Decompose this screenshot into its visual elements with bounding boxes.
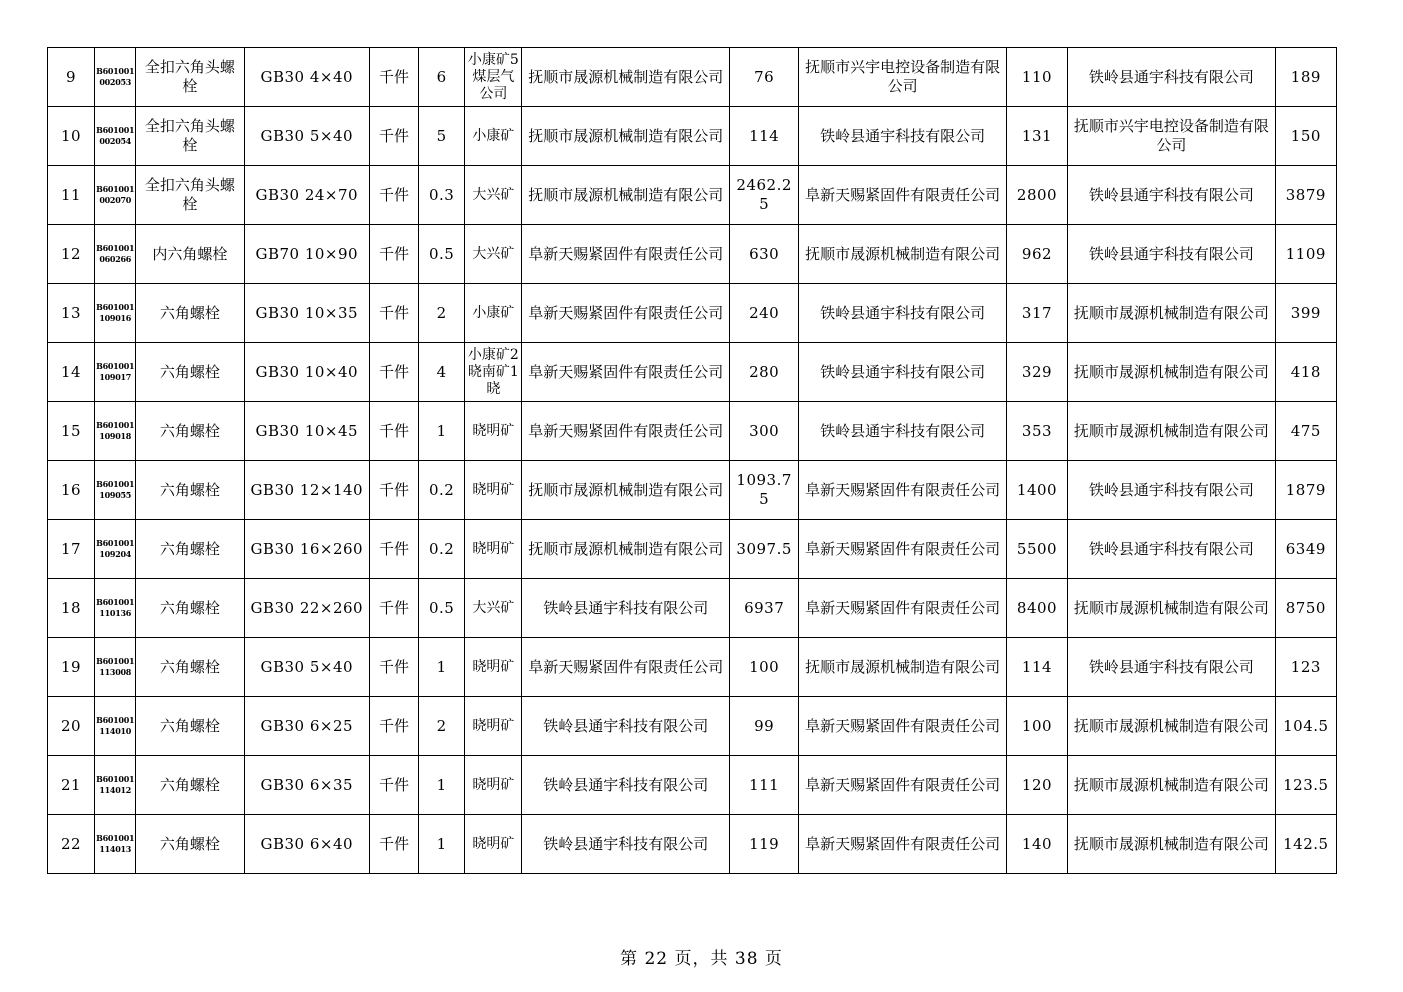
- supplier-1-cell: 阜新天赐紧固件有限责任公司: [522, 343, 730, 402]
- price-1-cell: 1093.75: [730, 461, 799, 520]
- material-name-cell: 内六角螺栓: [136, 225, 244, 284]
- table-row: [48, 520, 1337, 579]
- supplier-1-cell: 阜新天赐紧固件有限责任公司: [522, 284, 730, 343]
- material-code-cell: B601001 060266: [95, 225, 136, 284]
- supplier-3-cell: 抚顺市晟源机械制造有限公司: [1068, 343, 1276, 402]
- quantity-cell: 4: [419, 343, 465, 402]
- supplier-3-cell: 铁岭县通宇科技有限公司: [1068, 461, 1276, 520]
- unit-cell: 千件: [369, 225, 418, 284]
- unit-cell: 千件: [369, 107, 418, 166]
- supplier-1-cell: 阜新天赐紧固件有限责任公司: [522, 225, 730, 284]
- unit-cell: 千件: [369, 402, 418, 461]
- mine-cell: 大兴矿: [465, 166, 522, 225]
- supplier-2-cell: 铁岭县通宇科技有限公司: [799, 343, 1007, 402]
- material-name-cell: 六角螺栓: [136, 461, 244, 520]
- table-row: [48, 225, 1337, 284]
- supplier-1-cell: 铁岭县通宇科技有限公司: [522, 697, 730, 756]
- material-code-cell: B601001 113008: [95, 638, 136, 697]
- supplier-3-cell: 铁岭县通宇科技有限公司: [1068, 520, 1276, 579]
- price-3-cell: 189: [1275, 48, 1336, 107]
- row-number-cell: 18: [48, 579, 95, 638]
- price-1-cell: 240: [730, 284, 799, 343]
- spec-cell: GB30 10×45: [244, 402, 369, 461]
- supplier-1-cell: 铁岭县通宇科技有限公司: [522, 815, 730, 874]
- row-number-cell: 15: [48, 402, 95, 461]
- quantity-cell: 1: [419, 815, 465, 874]
- table-body: [48, 48, 1337, 874]
- price-3-cell: 123: [1275, 638, 1336, 697]
- price-3-cell: 142.5: [1275, 815, 1336, 874]
- mine-cell: 晓明矿: [465, 520, 522, 579]
- material-name-cell: 六角螺栓: [136, 520, 244, 579]
- mine-cell: 晓明矿: [465, 697, 522, 756]
- material-name-cell: 六角螺栓: [136, 697, 244, 756]
- material-code-cell: B601001 002054: [95, 107, 136, 166]
- price-3-cell: 1109: [1275, 225, 1336, 284]
- supplier-2-cell: 阜新天赐紧固件有限责任公司: [799, 461, 1007, 520]
- unit-cell: 千件: [369, 697, 418, 756]
- mine-cell: 大兴矿: [465, 579, 522, 638]
- quantity-cell: 2: [419, 697, 465, 756]
- supplier-2-cell: 抚顺市兴宇电控设备制造有限公司: [799, 48, 1007, 107]
- table-row: [48, 756, 1337, 815]
- price-1-cell: 6937: [730, 579, 799, 638]
- price-2-cell: 131: [1006, 107, 1067, 166]
- row-number-cell: 19: [48, 638, 95, 697]
- price-2-cell: 110: [1006, 48, 1067, 107]
- spec-cell: GB30 5×40: [244, 638, 369, 697]
- material-code-cell: B601001 114013: [95, 815, 136, 874]
- material-code-cell: B601001 109016: [95, 284, 136, 343]
- unit-cell: 千件: [369, 815, 418, 874]
- material-code-cell: B601001 114010: [95, 697, 136, 756]
- table-row: [48, 579, 1337, 638]
- spec-cell: GB30 6×25: [244, 697, 369, 756]
- table-row: [48, 343, 1337, 402]
- supplier-1-cell: 抚顺市晟源机械制造有限公司: [522, 461, 730, 520]
- mine-cell: 小康矿: [465, 107, 522, 166]
- supplier-3-cell: 抚顺市晟源机械制造有限公司: [1068, 815, 1276, 874]
- price-3-cell: 3879: [1275, 166, 1336, 225]
- row-number-cell: 13: [48, 284, 95, 343]
- mine-cell: 晓明矿: [465, 756, 522, 815]
- supplier-3-cell: 铁岭县通宇科技有限公司: [1068, 225, 1276, 284]
- quantity-cell: 6: [419, 48, 465, 107]
- price-3-cell: 104.5: [1275, 697, 1336, 756]
- price-2-cell: 353: [1006, 402, 1067, 461]
- price-3-cell: 399: [1275, 284, 1336, 343]
- price-3-cell: 6349: [1275, 520, 1336, 579]
- price-1-cell: 114: [730, 107, 799, 166]
- supplier-3-cell: 铁岭县通宇科技有限公司: [1068, 638, 1276, 697]
- spec-cell: GB30 6×35: [244, 756, 369, 815]
- spec-cell: GB30 10×35: [244, 284, 369, 343]
- material-code-cell: B601001 109017: [95, 343, 136, 402]
- quantity-cell: 2: [419, 284, 465, 343]
- unit-cell: 千件: [369, 48, 418, 107]
- supplier-3-cell: 铁岭县通宇科技有限公司: [1068, 48, 1276, 107]
- mine-cell: 晓明矿: [465, 461, 522, 520]
- unit-cell: 千件: [369, 638, 418, 697]
- price-2-cell: 120: [1006, 756, 1067, 815]
- quantity-cell: 0.3: [419, 166, 465, 225]
- supplier-2-cell: 铁岭县通宇科技有限公司: [799, 107, 1007, 166]
- price-1-cell: 3097.5: [730, 520, 799, 579]
- price-2-cell: 8400: [1006, 579, 1067, 638]
- material-code-cell: B601001 109204: [95, 520, 136, 579]
- mine-cell: 大兴矿: [465, 225, 522, 284]
- supplier-3-cell: 抚顺市晟源机械制造有限公司: [1068, 402, 1276, 461]
- material-name-cell: 全扣六角头螺栓: [136, 48, 244, 107]
- supplier-2-cell: 阜新天赐紧固件有限责任公司: [799, 166, 1007, 225]
- row-number-cell: 20: [48, 697, 95, 756]
- supplier-1-cell: 抚顺市晟源机械制造有限公司: [522, 166, 730, 225]
- spec-cell: GB30 4×40: [244, 48, 369, 107]
- price-3-cell: 123.5: [1275, 756, 1336, 815]
- unit-cell: 千件: [369, 579, 418, 638]
- supplier-2-cell: 阜新天赐紧固件有限责任公司: [799, 579, 1007, 638]
- supplier-2-cell: 阜新天赐紧固件有限责任公司: [799, 697, 1007, 756]
- quantity-cell: 0.2: [419, 461, 465, 520]
- supplier-2-cell: 阜新天赐紧固件有限责任公司: [799, 815, 1007, 874]
- material-name-cell: 全扣六角头螺栓: [136, 166, 244, 225]
- material-name-cell: 全扣六角头螺栓: [136, 107, 244, 166]
- material-name-cell: 六角螺栓: [136, 343, 244, 402]
- supplier-2-cell: 铁岭县通宇科技有限公司: [799, 284, 1007, 343]
- price-2-cell: 962: [1006, 225, 1067, 284]
- supplier-3-cell: 抚顺市晟源机械制造有限公司: [1068, 579, 1276, 638]
- price-3-cell: 1879: [1275, 461, 1336, 520]
- material-code-cell: B601001 110136: [95, 579, 136, 638]
- material-name-cell: 六角螺栓: [136, 756, 244, 815]
- supplier-3-cell: 抚顺市晟源机械制造有限公司: [1068, 284, 1276, 343]
- table-row: [48, 166, 1337, 225]
- supplier-2-cell: 抚顺市晟源机械制造有限公司: [799, 225, 1007, 284]
- supplier-1-cell: 铁岭县通宇科技有限公司: [522, 756, 730, 815]
- price-1-cell: 111: [730, 756, 799, 815]
- spec-cell: GB30 24×70: [244, 166, 369, 225]
- material-code-cell: B601001 002053: [95, 48, 136, 107]
- mine-cell: 小康矿2晓南矿1晓: [465, 343, 522, 402]
- quantity-cell: 0.5: [419, 579, 465, 638]
- supplier-3-cell: 抚顺市晟源机械制造有限公司: [1068, 697, 1276, 756]
- spec-cell: GB30 6×40: [244, 815, 369, 874]
- supplier-1-cell: 抚顺市晟源机械制造有限公司: [522, 48, 730, 107]
- quantity-cell: 1: [419, 756, 465, 815]
- price-1-cell: 2462.25: [730, 166, 799, 225]
- quantity-cell: 1: [419, 402, 465, 461]
- mine-cell: 晓明矿: [465, 638, 522, 697]
- price-2-cell: 114: [1006, 638, 1067, 697]
- row-number-cell: 21: [48, 756, 95, 815]
- price-1-cell: 280: [730, 343, 799, 402]
- row-number-cell: 9: [48, 48, 95, 107]
- price-1-cell: 76: [730, 48, 799, 107]
- unit-cell: 千件: [369, 756, 418, 815]
- row-number-cell: 11: [48, 166, 95, 225]
- supplier-1-cell: 抚顺市晟源机械制造有限公司: [522, 520, 730, 579]
- unit-cell: 千件: [369, 520, 418, 579]
- mine-cell: 小康矿5煤层气公司: [465, 48, 522, 107]
- mine-cell: 晓明矿: [465, 815, 522, 874]
- spec-cell: GB30 22×260: [244, 579, 369, 638]
- price-3-cell: 475: [1275, 402, 1336, 461]
- mine-cell: 小康矿: [465, 284, 522, 343]
- row-number-cell: 17: [48, 520, 95, 579]
- table-row: [48, 284, 1337, 343]
- price-comparison-table: [47, 47, 1337, 874]
- supplier-2-cell: 铁岭县通宇科技有限公司: [799, 402, 1007, 461]
- price-1-cell: 99: [730, 697, 799, 756]
- table-row: [48, 638, 1337, 697]
- spec-cell: GB30 16×260: [244, 520, 369, 579]
- price-2-cell: 329: [1006, 343, 1067, 402]
- price-2-cell: 1400: [1006, 461, 1067, 520]
- supplier-1-cell: 阜新天赐紧固件有限责任公司: [522, 638, 730, 697]
- row-number-cell: 16: [48, 461, 95, 520]
- spec-cell: GB70 10×90: [244, 225, 369, 284]
- quantity-cell: 5: [419, 107, 465, 166]
- price-2-cell: 140: [1006, 815, 1067, 874]
- material-code-cell: B601001 114012: [95, 756, 136, 815]
- price-1-cell: 300: [730, 402, 799, 461]
- spec-cell: GB30 12×140: [244, 461, 369, 520]
- quantity-cell: 1: [419, 638, 465, 697]
- price-2-cell: 5500: [1006, 520, 1067, 579]
- price-3-cell: 150: [1275, 107, 1336, 166]
- supplier-3-cell: 抚顺市兴宇电控设备制造有限公司: [1068, 107, 1276, 166]
- material-code-cell: B601001 002070: [95, 166, 136, 225]
- price-3-cell: 8750: [1275, 579, 1336, 638]
- unit-cell: 千件: [369, 284, 418, 343]
- price-2-cell: 317: [1006, 284, 1067, 343]
- price-1-cell: 119: [730, 815, 799, 874]
- price-1-cell: 100: [730, 638, 799, 697]
- mine-cell: 晓明矿: [465, 402, 522, 461]
- material-code-cell: B601001 109018: [95, 402, 136, 461]
- supplier-1-cell: 阜新天赐紧固件有限责任公司: [522, 402, 730, 461]
- table-row: [48, 815, 1337, 874]
- unit-cell: 千件: [369, 166, 418, 225]
- row-number-cell: 14: [48, 343, 95, 402]
- row-number-cell: 12: [48, 225, 95, 284]
- supplier-2-cell: 阜新天赐紧固件有限责任公司: [799, 756, 1007, 815]
- supplier-1-cell: 抚顺市晟源机械制造有限公司: [522, 107, 730, 166]
- unit-cell: 千件: [369, 461, 418, 520]
- table-row: [48, 461, 1337, 520]
- spec-cell: GB30 10×40: [244, 343, 369, 402]
- supplier-3-cell: 抚顺市晟源机械制造有限公司: [1068, 756, 1276, 815]
- supplier-2-cell: 阜新天赐紧固件有限责任公司: [799, 520, 1007, 579]
- table-row: [48, 107, 1337, 166]
- unit-cell: 千件: [369, 343, 418, 402]
- material-name-cell: 六角螺栓: [136, 284, 244, 343]
- table-row: [48, 402, 1337, 461]
- price-1-cell: 630: [730, 225, 799, 284]
- row-number-cell: 22: [48, 815, 95, 874]
- material-name-cell: 六角螺栓: [136, 402, 244, 461]
- supplier-2-cell: 抚顺市晟源机械制造有限公司: [799, 638, 1007, 697]
- supplier-3-cell: 铁岭县通宇科技有限公司: [1068, 166, 1276, 225]
- table-row: [48, 697, 1337, 756]
- quantity-cell: 0.5: [419, 225, 465, 284]
- material-name-cell: 六角螺栓: [136, 815, 244, 874]
- material-name-cell: 六角螺栓: [136, 579, 244, 638]
- page-number: 第 22 页，共 38 页: [620, 949, 783, 969]
- price-3-cell: 418: [1275, 343, 1336, 402]
- price-2-cell: 100: [1006, 697, 1067, 756]
- material-code-cell: B601001 109055: [95, 461, 136, 520]
- material-name-cell: 六角螺栓: [136, 638, 244, 697]
- row-number-cell: 10: [48, 107, 95, 166]
- supplier-1-cell: 铁岭县通宇科技有限公司: [522, 579, 730, 638]
- quantity-cell: 0.2: [419, 520, 465, 579]
- price-2-cell: 2800: [1006, 166, 1067, 225]
- table-row: [48, 48, 1337, 107]
- spec-cell: GB30 5×40: [244, 107, 369, 166]
